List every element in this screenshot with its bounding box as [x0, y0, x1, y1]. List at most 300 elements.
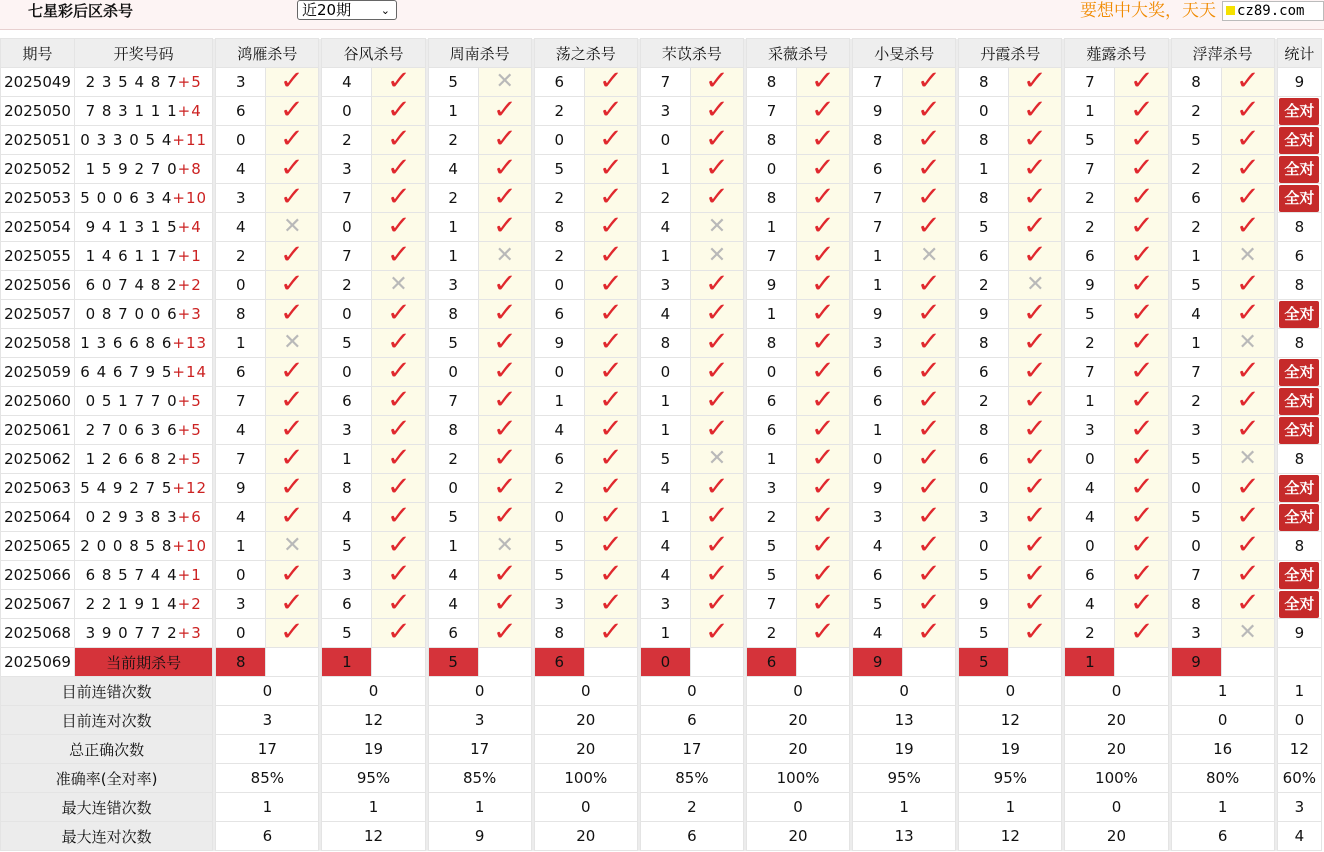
kill-number-cell: 3: [216, 590, 266, 619]
result-cell: [1009, 300, 1062, 329]
summary-value: 3: [428, 706, 531, 735]
draw-cell: [75, 68, 213, 97]
check-mark-icon: ✓: [492, 473, 517, 502]
current-result-cell: [266, 648, 319, 677]
kill-number-cell: 4: [216, 213, 266, 242]
check-mark-icon: ✓: [492, 328, 517, 357]
summary-value: 0: [640, 677, 743, 706]
result-cell: [478, 532, 531, 561]
kill-number-cell: 4: [428, 590, 478, 619]
check-mark-icon: ✓: [917, 67, 942, 96]
kill-number-cell: 8: [640, 329, 690, 358]
check-mark-icon: ✓: [598, 444, 623, 473]
draw-numbers: 0 5 1 7 7 0: [85, 392, 178, 410]
draw-numbers: 2 2 1 9 1 4: [85, 595, 178, 613]
result-cell: [372, 503, 425, 532]
kill-number-cell: 0: [216, 619, 266, 648]
check-mark-icon: ✓: [917, 154, 942, 183]
check-mark-icon: ✓: [1129, 386, 1154, 415]
result-cell: [797, 532, 850, 561]
kill-number-cell: 0: [216, 561, 266, 590]
kill-number-cell: 8: [1171, 590, 1221, 619]
check-mark-icon: ✓: [280, 560, 305, 589]
kill-number-cell: 9: [746, 271, 796, 300]
result-cell: [797, 271, 850, 300]
result-cell: [1221, 590, 1274, 619]
kill-number-cell: 1: [853, 416, 903, 445]
result-cell: [690, 590, 743, 619]
issue-cell: 2025067: [1, 590, 75, 619]
summary-value: 85%: [216, 764, 319, 793]
period-select[interactable]: [297, 0, 397, 20]
draw-numbers: 1 2 6 6 8 2: [85, 450, 178, 468]
table-row: [1, 358, 1322, 387]
check-mark-icon: ✓: [811, 589, 836, 618]
check-mark-icon: ✓: [917, 531, 942, 560]
check-mark-icon: ✓: [492, 299, 517, 328]
kill-number-cell: 5: [1171, 503, 1221, 532]
check-mark-icon: ✓: [704, 386, 729, 415]
result-cell: [584, 387, 637, 416]
check-mark-icon: ✓: [492, 183, 517, 212]
kill-number-cell: 6: [534, 300, 584, 329]
kill-number-cell: 5: [534, 561, 584, 590]
result-cell: [584, 97, 637, 126]
summary-value: 20: [534, 822, 637, 851]
result-cell: [478, 503, 531, 532]
draw-bonus: +1: [177, 247, 202, 265]
kill-number-cell: 8: [959, 68, 1009, 97]
kill-number-cell: 8: [959, 126, 1009, 155]
kill-number-cell: 6: [959, 242, 1009, 271]
draw-cell: [75, 358, 213, 387]
col-header-expert[interactable]: 丹霞杀号: [959, 39, 1062, 68]
result-cell: [1115, 126, 1168, 155]
kill-number-cell: 2: [322, 271, 372, 300]
result-cell: [1221, 300, 1274, 329]
kill-number-cell: 4: [853, 619, 903, 648]
cross-mark-icon: ✕: [495, 69, 514, 94]
result-cell: [690, 503, 743, 532]
kill-number-cell: 3: [322, 155, 372, 184]
col-header-expert[interactable]: 芣苡杀号: [640, 39, 743, 68]
draw-bonus: +5: [177, 450, 202, 468]
check-mark-icon: ✓: [917, 183, 942, 212]
kill-number-cell: 9: [853, 300, 903, 329]
check-mark-icon: ✓: [704, 299, 729, 328]
result-cell: [266, 300, 319, 329]
result-cell: [372, 184, 425, 213]
draw-numbers: 2 7 0 6 3 6: [85, 421, 178, 439]
stat-count: 6: [1294, 247, 1305, 265]
check-mark-icon: ✓: [1023, 299, 1048, 328]
site-badge[interactable]: [1222, 1, 1324, 21]
check-mark-icon: ✓: [1023, 531, 1048, 560]
kill-number-cell: 6: [216, 358, 266, 387]
draw-bonus: +4: [177, 102, 202, 120]
result-cell: [903, 561, 956, 590]
col-header-expert[interactable]: 周南杀号: [428, 39, 531, 68]
table-row: [1, 474, 1322, 503]
check-mark-icon: ✓: [492, 357, 517, 386]
marquee-banner[interactable]: 要想中大奖，天天: [1080, 1, 1216, 21]
summary-value: 1: [1171, 793, 1274, 822]
draw-numbers: 6 4 6 7 9 5: [80, 363, 173, 381]
result-cell: [903, 445, 956, 474]
stat-count: 8: [1294, 537, 1305, 555]
summary-value: 0: [216, 677, 319, 706]
result-cell: [690, 358, 743, 387]
result-cell: [690, 300, 743, 329]
stat-count: 9: [1294, 73, 1305, 91]
check-mark-icon: ✓: [1235, 531, 1260, 560]
result-cell: [690, 242, 743, 271]
result-cell: [690, 97, 743, 126]
issue-cell: 2025054: [1, 213, 75, 242]
result-cell: [1221, 387, 1274, 416]
result-cell: [584, 416, 637, 445]
all-correct-badge: 全对: [1279, 301, 1319, 328]
kill-number-cell: 5: [428, 329, 478, 358]
current-result-cell: [372, 648, 425, 677]
result-cell: [1115, 184, 1168, 213]
table-row: [1, 503, 1322, 532]
check-mark-icon: ✓: [280, 270, 305, 299]
draw-cell: [75, 561, 213, 590]
check-mark-icon: ✓: [704, 415, 729, 444]
col-header-expert[interactable]: 荡之杀号: [534, 39, 637, 68]
kill-number-cell: 0: [1171, 474, 1221, 503]
result-cell: [1221, 358, 1274, 387]
period-select-value: 近20期: [302, 1, 352, 19]
summary-value: 0: [959, 677, 1062, 706]
result-cell: [690, 155, 743, 184]
col-header-expert[interactable]: 浮萍杀号: [1171, 39, 1274, 68]
result-cell: [372, 97, 425, 126]
result-cell: [372, 445, 425, 474]
check-mark-icon: ✓: [598, 386, 623, 415]
check-mark-icon: ✓: [1235, 473, 1260, 502]
result-cell: [1009, 329, 1062, 358]
current-kill-cell: 6: [746, 648, 796, 677]
check-mark-icon: ✓: [1129, 589, 1154, 618]
summary-label: 准确率(全对率): [1, 764, 213, 793]
check-mark-icon: ✓: [386, 212, 411, 241]
summary-value: 13: [853, 822, 956, 851]
check-mark-icon: ✓: [1023, 328, 1048, 357]
kill-number-cell: 3: [746, 474, 796, 503]
result-cell: [1221, 503, 1274, 532]
kill-number-cell: 7: [216, 387, 266, 416]
kill-number-cell: 4: [1065, 503, 1115, 532]
result-cell: [797, 329, 850, 358]
result-cell: [478, 590, 531, 619]
cross-mark-icon: ✕: [495, 533, 514, 558]
kill-number-cell: 6: [428, 619, 478, 648]
check-mark-icon: ✓: [386, 183, 411, 212]
check-mark-icon: ✓: [704, 560, 729, 589]
kill-number-cell: 8: [853, 126, 903, 155]
check-mark-icon: ✓: [386, 618, 411, 647]
check-mark-icon: ✓: [811, 212, 836, 241]
check-mark-icon: ✓: [1023, 473, 1048, 502]
kill-number-cell: 1: [428, 242, 478, 271]
all-correct-badge: 全对: [1279, 185, 1319, 212]
kill-number-cell: 5: [1065, 300, 1115, 329]
kill-number-cell: 7: [640, 68, 690, 97]
check-mark-icon: ✓: [386, 299, 411, 328]
result-cell: [584, 329, 637, 358]
check-mark-icon: ✓: [1023, 560, 1048, 589]
kill-number-cell: 2: [534, 184, 584, 213]
summary-value: 19: [959, 735, 1062, 764]
draw-cell: [75, 213, 213, 242]
kill-number-cell: 5: [1171, 271, 1221, 300]
kill-number-cell: 2: [746, 619, 796, 648]
draw-bonus: +14: [172, 363, 208, 381]
kill-number-cell: 7: [746, 242, 796, 271]
summary-value: 12: [322, 822, 425, 851]
result-cell: [266, 358, 319, 387]
kill-number-cell: 1: [322, 445, 372, 474]
kill-number-cell: 0: [534, 126, 584, 155]
table-row: [1, 213, 1322, 242]
summary-value: 6: [1171, 822, 1274, 851]
kill-number-cell: 0: [534, 358, 584, 387]
result-cell: [797, 445, 850, 474]
result-cell: [690, 329, 743, 358]
check-mark-icon: ✓: [811, 67, 836, 96]
summary-value: 0: [1171, 706, 1274, 735]
kill-number-cell: 4: [428, 155, 478, 184]
check-mark-icon: ✓: [598, 299, 623, 328]
check-mark-icon: ✓: [492, 386, 517, 415]
all-correct-badge: 全对: [1279, 388, 1319, 415]
check-mark-icon: ✓: [917, 212, 942, 241]
check-mark-icon: ✓: [1023, 183, 1048, 212]
draw-bonus: +10: [172, 537, 208, 555]
cross-mark-icon: ✕: [1238, 243, 1257, 268]
kill-number-cell: 2: [534, 242, 584, 271]
col-header-expert[interactable]: 薤露杀号: [1065, 39, 1168, 68]
summary-value: 20: [746, 822, 849, 851]
result-cell: [266, 619, 319, 648]
check-mark-icon: ✓: [280, 154, 305, 183]
result-cell: [1009, 358, 1062, 387]
kill-number-cell: 3: [1065, 416, 1115, 445]
check-mark-icon: ✓: [1129, 183, 1154, 212]
check-mark-icon: ✓: [704, 67, 729, 96]
result-cell: [584, 155, 637, 184]
check-mark-icon: ✓: [598, 328, 623, 357]
summary-value: 1: [322, 793, 425, 822]
summary-value: 20: [746, 735, 849, 764]
check-mark-icon: ✓: [917, 270, 942, 299]
draw-bonus: +3: [177, 305, 202, 323]
kill-number-cell: 1: [959, 155, 1009, 184]
stat-count: 8: [1294, 450, 1305, 468]
stat-cell: [1277, 242, 1321, 271]
draw-bonus: +10: [172, 189, 208, 207]
check-mark-icon: ✓: [492, 212, 517, 241]
kill-number-cell: 9: [853, 474, 903, 503]
kill-number-cell: 5: [853, 590, 903, 619]
draw-numbers: 0 3 3 0 5 4: [80, 131, 173, 149]
draw-numbers: 2 3 5 4 8 7: [85, 73, 178, 91]
kill-number-cell: 8: [534, 213, 584, 242]
current-result-cell: [797, 648, 850, 677]
summary-value: 12: [322, 706, 425, 735]
check-mark-icon: ✓: [917, 560, 942, 589]
check-mark-icon: ✓: [1023, 618, 1048, 647]
kill-number-cell: 5: [746, 561, 796, 590]
summary-value: 6: [640, 706, 743, 735]
col-header-expert[interactable]: 采薇杀号: [746, 39, 849, 68]
result-cell: [1009, 213, 1062, 242]
result-cell: [903, 126, 956, 155]
check-mark-icon: ✓: [811, 183, 836, 212]
check-mark-icon: ✓: [1023, 386, 1048, 415]
result-cell: [1115, 242, 1168, 271]
summary-value: 1: [216, 793, 319, 822]
check-mark-icon: ✓: [811, 96, 836, 125]
result-cell: [1009, 155, 1062, 184]
kill-number-cell: 1: [1065, 387, 1115, 416]
summary-value: 20: [1065, 735, 1168, 764]
issue-cell: 2025055: [1, 242, 75, 271]
check-mark-icon: ✓: [704, 531, 729, 560]
col-header-expert[interactable]: 小旻杀号: [853, 39, 956, 68]
cross-mark-icon: ✕: [1026, 272, 1045, 297]
kill-number-cell: 4: [1171, 300, 1221, 329]
check-mark-icon: ✓: [386, 386, 411, 415]
check-mark-icon: ✓: [1235, 589, 1260, 618]
table-row: [1, 242, 1322, 271]
result-cell: [797, 619, 850, 648]
cross-mark-icon: ✕: [495, 243, 514, 268]
kill-number-cell: 9: [959, 300, 1009, 329]
table-row: [1, 387, 1322, 416]
table-row: [1, 445, 1322, 474]
col-header-expert[interactable]: 鸿雁杀号: [216, 39, 319, 68]
summary-total: 12: [1277, 735, 1321, 764]
stat-cell: [1277, 445, 1321, 474]
stat-cell: [1277, 561, 1321, 590]
kill-number-cell: 0: [1171, 532, 1221, 561]
current-kill-cell: 9: [1171, 648, 1221, 677]
check-mark-icon: ✓: [811, 328, 836, 357]
kill-number-cell: 3: [216, 184, 266, 213]
check-mark-icon: ✓: [811, 473, 836, 502]
result-cell: [1115, 358, 1168, 387]
issue-cell: 2025061: [1, 416, 75, 445]
result-cell: [478, 242, 531, 271]
kill-number-cell: 5: [534, 532, 584, 561]
result-cell: [478, 416, 531, 445]
kill-number-cell: 0: [1065, 445, 1115, 474]
result-cell: [903, 68, 956, 97]
draw-numbers: 9 4 1 3 1 5: [85, 218, 178, 236]
result-cell: [1115, 503, 1168, 532]
summary-label: 最大连错次数: [1, 793, 213, 822]
kill-number-cell: 4: [216, 416, 266, 445]
draw-bonus: +5: [177, 421, 202, 439]
result-cell: [1115, 155, 1168, 184]
cross-mark-icon: ✕: [707, 446, 727, 471]
summary-label: 目前连对次数: [1, 706, 213, 735]
check-mark-icon: ✓: [1023, 96, 1048, 125]
kill-number-cell: 8: [959, 416, 1009, 445]
summary-value: 0: [1065, 677, 1168, 706]
draw-cell: [75, 242, 213, 271]
table-row: [1, 532, 1322, 561]
check-mark-icon: ✓: [386, 415, 411, 444]
kill-number-cell: 1: [428, 97, 478, 126]
check-mark-icon: ✓: [280, 357, 305, 386]
draw-cell: [75, 387, 213, 416]
result-cell: [478, 155, 531, 184]
kill-number-cell: 6: [959, 445, 1009, 474]
result-cell: [1009, 445, 1062, 474]
kill-number-table: [0, 38, 1322, 851]
check-mark-icon: ✓: [1235, 386, 1260, 415]
result-cell: [690, 271, 743, 300]
result-cell: [584, 445, 637, 474]
kill-number-cell: 0: [746, 155, 796, 184]
result-cell: [266, 503, 319, 532]
result-cell: [478, 387, 531, 416]
col-header-expert[interactable]: 谷风杀号: [322, 39, 425, 68]
result-cell: [690, 532, 743, 561]
result-cell: [478, 619, 531, 648]
kill-number-cell: 5: [746, 532, 796, 561]
result-cell: [372, 532, 425, 561]
result-cell: [903, 213, 956, 242]
kill-number-cell: 4: [428, 561, 478, 590]
result-cell: [690, 619, 743, 648]
kill-number-cell: 1: [640, 416, 690, 445]
check-mark-icon: ✓: [1129, 299, 1154, 328]
draw-cell: [75, 503, 213, 532]
result-cell: [1115, 97, 1168, 126]
check-mark-icon: ✓: [598, 618, 623, 647]
kill-number-cell: 2: [959, 271, 1009, 300]
check-mark-icon: ✓: [598, 67, 623, 96]
kill-number-cell: 4: [1065, 590, 1115, 619]
stat-cell: [1277, 126, 1321, 155]
result-cell: [690, 213, 743, 242]
draw-cell: [75, 97, 213, 126]
check-mark-icon: ✓: [598, 183, 623, 212]
kill-number-cell: 3: [640, 97, 690, 126]
check-mark-icon: ✓: [280, 444, 305, 473]
check-mark-icon: ✓: [1023, 241, 1048, 270]
kill-number-cell: 8: [1171, 68, 1221, 97]
summary-row: [1, 735, 1322, 764]
kill-number-cell: 0: [534, 271, 584, 300]
result-cell: [372, 561, 425, 590]
draw-cell: [75, 474, 213, 503]
kill-number-cell: 5: [534, 155, 584, 184]
result-cell: [903, 329, 956, 358]
result-cell: [1009, 68, 1062, 97]
kill-number-cell: 8: [428, 416, 478, 445]
kill-number-cell: 7: [322, 242, 372, 271]
result-cell: [372, 590, 425, 619]
result-cell: [266, 68, 319, 97]
kill-number-cell: 6: [322, 387, 372, 416]
summary-value: 17: [640, 735, 743, 764]
